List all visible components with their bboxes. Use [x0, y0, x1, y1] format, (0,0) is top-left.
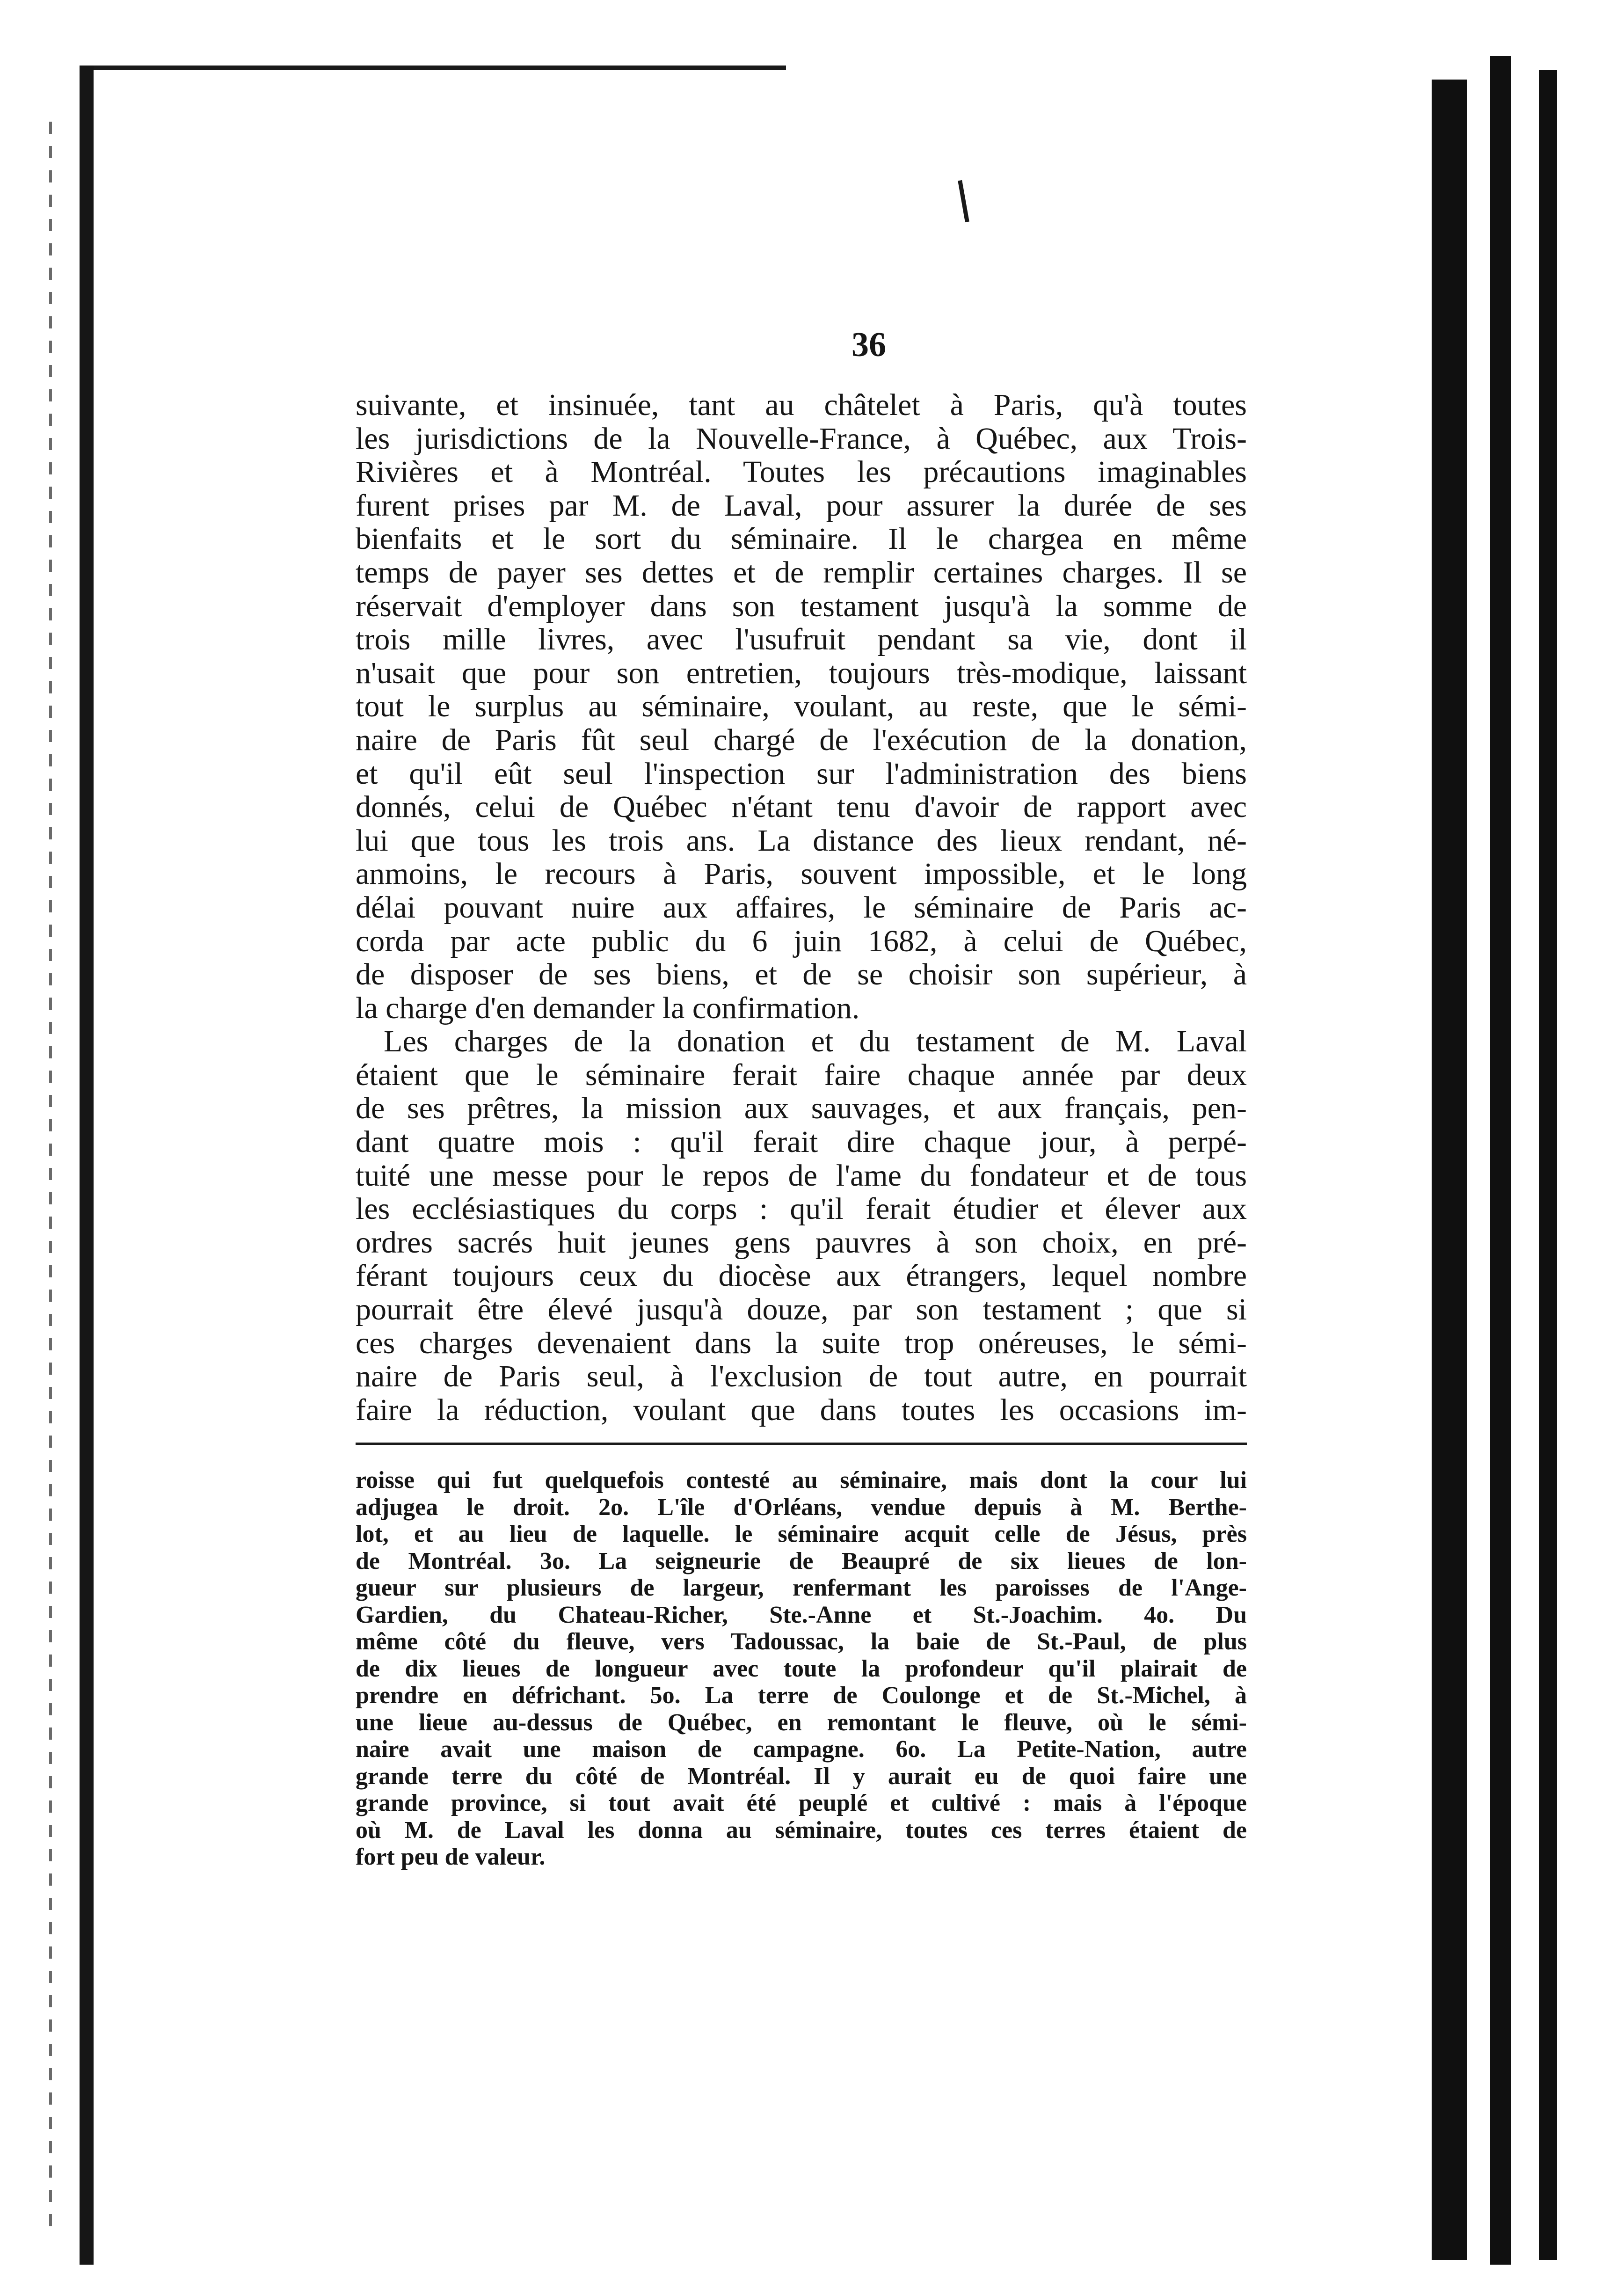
footnote-line: Gardien, du Chateau-Richer, Ste.-Anne et St.-Joachim. 4o. Du	[356, 1601, 1247, 1628]
footnote-line: de Montréal. 3o. La seigneurie de Beaupré de six lieues de lon-	[356, 1547, 1247, 1574]
text-line: réservait d'employer dans son testament jusqu'à la somme de	[356, 589, 1247, 623]
scan-top-edge	[84, 66, 786, 70]
body-text	[356, 388, 1247, 1427]
footnote	[356, 1467, 1247, 1871]
text-line: dant quatre mois : qu'il ferait dire chaque jour, à perpé-	[356, 1125, 1247, 1159]
text-line: tuité une messe pour le repos de l'ame du fondateur et de tous	[356, 1159, 1247, 1193]
footnote-rule	[356, 1443, 1247, 1445]
text-line: les jurisdictions de la Nouvelle-France, à Québec, aux Trois-	[356, 422, 1247, 456]
text-line: pourrait être élevé jusqu'à douze, par son testament ; que si	[356, 1293, 1247, 1327]
scan-left-edge-dashed	[49, 122, 52, 2227]
text-line: ces charges devenaient dans la suite trop onéreuses, le sémi-	[356, 1326, 1247, 1360]
footnote-line: prendre en défrichant. 5o. La terre de Coulonge et de St.-Michel, à	[356, 1682, 1247, 1709]
text-line: férant toujours ceux du diocèse aux étrangers, lequel nombre	[356, 1259, 1247, 1293]
footnote-line: grande terre du côté de Montréal. Il y aurait eu de quoi faire une	[356, 1763, 1247, 1790]
text-line: Les charges de la donation et du testament de M. Laval	[384, 1025, 1247, 1058]
page-number: 36	[852, 326, 886, 364]
text-line: lui que tous les trois ans. La distance des lieux rendant, né-	[356, 824, 1247, 858]
scan-left-edge	[80, 66, 94, 2265]
scan-right-edge-2	[1490, 56, 1511, 2265]
text-line: la charge d'en demander la confirmation.	[356, 991, 860, 1025]
text-line: Rivières et à Montréal. Toutes les précautions imaginables	[356, 455, 1247, 489]
text-line: les ecclésiastiques du corps : qu'il ferait étudier et élever aux	[356, 1192, 1247, 1226]
footnote-line: une lieue au-dessus de Québec, en remontant le fleuve, où le sémi-	[356, 1709, 1247, 1736]
footnote-line: lot, et au lieu de laquelle. le séminaire acquit celle de Jésus, près	[356, 1521, 1247, 1547]
footnote-line: fort peu de valeur.	[356, 1844, 546, 1870]
footnote-line: adjugea le droit. 2o. L'île d'Orléans, vendue depuis à M. Berthe-	[356, 1494, 1247, 1521]
text-line: faire la réduction, voulant que dans toutes les occasions im-	[356, 1393, 1247, 1427]
footnote-line: grande province, si tout avait été peuplé et cultivé : mais à l'époque	[356, 1790, 1247, 1816]
text-line: corda par acte public du 6 juin 1682, à celui de Québec,	[356, 924, 1247, 958]
text-line: suivante, et insinuée, tant au châtelet à Paris, qu'à toutes	[356, 388, 1247, 422]
footnote-line: roisse qui fut quelquefois contesté au séminaire, mais dont la cour lui	[356, 1467, 1247, 1494]
footnote-line: gueur sur plusieurs de largeur, renfermant les paroisses de l'Ange-	[356, 1574, 1247, 1601]
footnote-line: même côté du fleuve, vers Tadoussac, la baie de St.-Paul, de plus	[356, 1628, 1247, 1655]
text-line: tout le surplus au séminaire, voulant, au reste, que le sémi-	[356, 690, 1247, 723]
text-line: naire de Paris seul, à l'exclusion de tout autre, en pourrait	[356, 1360, 1247, 1393]
scan-right-edge-3	[1539, 70, 1557, 2260]
text-line: anmoins, le recours à Paris, souvent impossible, et le long	[356, 857, 1247, 891]
footnote-line: où M. de Laval les donna au séminaire, toutes ces terres étaient de	[356, 1816, 1247, 1844]
text-line: de disposer de ses biens, et de se choisir son supérieur, à	[356, 958, 1247, 991]
text-line: et qu'il eût seul l'inspection sur l'administration des biens	[356, 757, 1247, 791]
text-line: trois mille livres, avec l'usufruit pendant sa vie, dont il	[356, 623, 1247, 656]
footnote-line: de dix lieues de longueur avec toute la profondeur qu'il plairait de	[356, 1655, 1247, 1682]
text-line: naire de Paris fût seul chargé de l'exécution de la donation,	[356, 723, 1247, 757]
text-line: étaient que le séminaire ferait faire chaque année par deux	[356, 1058, 1247, 1092]
scan-right-edge-1	[1432, 80, 1467, 2260]
text-line: ordres sacrés huit jeunes gens pauvres à son choix, en pré-	[356, 1225, 1247, 1260]
text-line: bienfaits et le sort du séminaire. Il le chargea en même	[356, 522, 1247, 556]
text-line: furent prises par M. de Laval, pour assurer la durée de ses	[356, 488, 1247, 523]
footnote-line: naire avait une maison de campagne. 6o. La Petite-Nation, autre	[356, 1736, 1247, 1763]
scan-stray-mark	[958, 180, 969, 222]
text-line: de ses prêtres, la mission aux sauvages, et aux français, pen-	[356, 1092, 1247, 1126]
text-line: temps de payer ses dettes et de remplir certaines charges. Il se	[356, 555, 1247, 590]
text-line: n'usait que pour son entretien, toujours très-modique, laissant	[356, 656, 1247, 690]
text-line: donnés, celui de Québec n'étant tenu d'avoir de rapport avec	[356, 790, 1247, 824]
text-line: délai pouvant nuire aux affaires, le séminaire de Paris ac-	[356, 890, 1247, 925]
